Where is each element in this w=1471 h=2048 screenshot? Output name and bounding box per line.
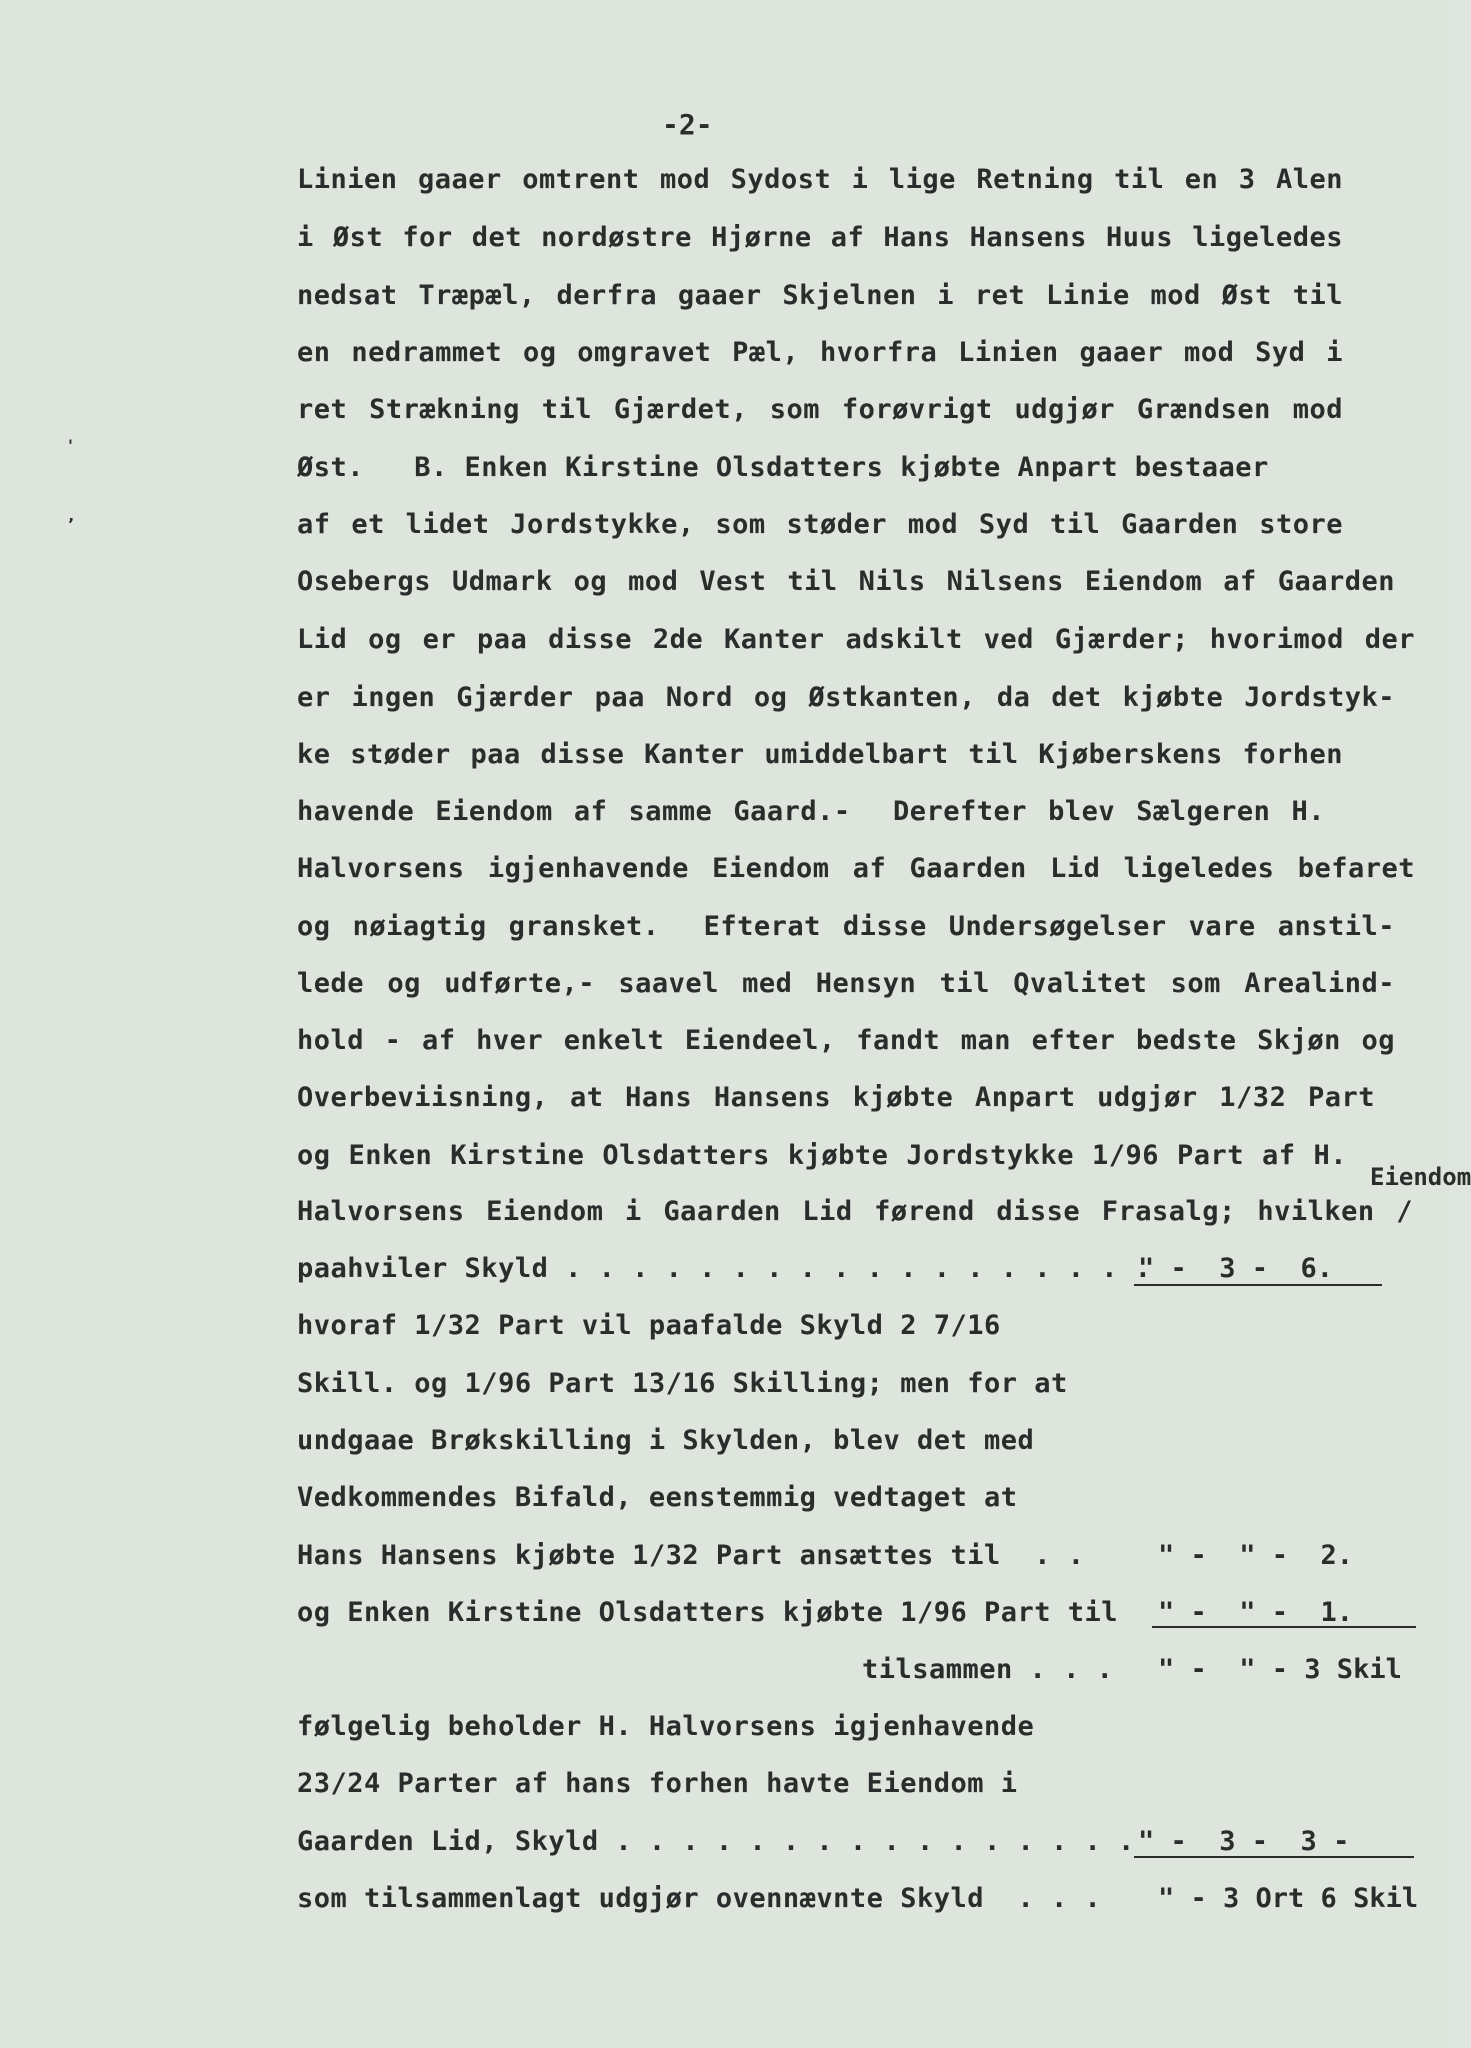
sum-underline [1134, 1856, 1414, 1858]
interlinear-insertion: Eiendom [1370, 1163, 1471, 1191]
text-line: i Øst for det nordøstre Hjørne af Hans Hansens Huus ligeledes [297, 222, 1343, 253]
text-line: Lid og er paa disse 2de Kanter adskilt ved Gjærder; hvorimod der [297, 624, 1415, 655]
sum-underline [1152, 1626, 1416, 1628]
margin-mark: ‚ [68, 506, 75, 525]
ledger-text: og Enken Kirstine Olsdatters kjøbte 1/96 Part til [297, 1597, 1119, 1628]
text-line: og nøiagtig gransket. Efterat disse Undersøgelser vare anstil- [297, 911, 1395, 942]
text-line: Overbeviisning, at Hans Hansens kjøbte Anpart udgjør 1/32 Part [297, 1082, 1375, 1113]
ledger-text: Hans Hansens kjøbte 1/32 Part ansættes til . . [297, 1540, 1085, 1571]
text-line: af et lidet Jordstykke, som støder mod Syd til Gaarden store [297, 509, 1343, 540]
ledger-text: hvoraf 1/32 Part vil paafalde Skyld 2 7/16 [297, 1310, 1001, 1341]
ledger-amount: " - 3 - 6. [1138, 1253, 1334, 1284]
text-line: nedsat Træpæl, derfra gaaer Skjelnen i ret Linie mod Øst til [297, 280, 1343, 311]
text-line: lede og udførte,- saavel med Hensyn til Qvalitet som Arealind- [297, 968, 1395, 999]
ledger-amount: " - " - 3 Skil [1158, 1654, 1402, 1685]
text-line: Linien gaaer omtrent mod Sydost i lige Retning til en 3 Alen [297, 164, 1343, 195]
page-number: -2- [662, 108, 713, 141]
text-line: er ingen Gjærder paa Nord og Østkanten, da det kjøbte Jordstyk- [297, 682, 1395, 713]
text-line: ret Strækning til Gjærdet, som forøvrigt udgjør Grændsen mod [297, 394, 1343, 425]
text-line: Halvorsens Eiendom i Gaarden Lid førend disse Frasalg; hvilken / [297, 1196, 1413, 1227]
ledger-text: som tilsammenlagt udgjør ovennævnte Skyld . . . [297, 1883, 1102, 1914]
ledger-amount: " - " - 1. [1158, 1597, 1354, 1628]
ledger-amount: " - " - 2. [1158, 1540, 1354, 1571]
margin-mark: ' [68, 436, 73, 455]
text-line: ke støder paa disse Kanter umiddelbart til Kjøberskens forhen [297, 739, 1343, 770]
text-line: og Enken Kirstine Olsdatters kjøbte Jordstykke 1/96 Part af H. [297, 1140, 1347, 1171]
ledger-text: tilsammen . . . [862, 1654, 1114, 1685]
ledger-text: Vedkommendes Bifald, eenstemmig vedtaget at [297, 1482, 1018, 1513]
text-line: en nedrammet og omgravet Pæl, hvorfra Linien gaaer mod Syd i [297, 337, 1343, 368]
text-line: Osebergs Udmark og mod Vest til Nils Nilsens Eiendom af Gaarden [297, 566, 1395, 597]
ledger-amount: " - 3 Ort 6 Skil [1158, 1883, 1419, 1914]
text-line: hold - af hver enkelt Eiendeel, fandt man efter bedste Skjøn og [297, 1025, 1395, 1056]
ledger-amount: " - 3 - 3 - [1138, 1826, 1350, 1857]
ledger-text: Gaarden Lid, Skyld . . . . . . . . . . . . . . . . [297, 1826, 1135, 1857]
text-line: Halvorsens igjenhavende Eiendom af Gaarden Lid ligeledes befaret [297, 853, 1415, 884]
ledger-text: undgaae Brøkskilling i Skylden, blev det med [297, 1425, 1035, 1456]
ledger-text: følgelig beholder H. Halvorsens igjenhavende [297, 1711, 1035, 1742]
ledger-text: 23/24 Parter af hans forhen havte Eiendom i [297, 1768, 1018, 1799]
sum-underline [1134, 1284, 1382, 1286]
text-line: Øst. B. Enken Kirstine Olsdatters kjøbte Anpart bestaaer [297, 452, 1269, 483]
ledger-text: paahviler Skyld . . . . . . . . . . . . . . . . . . [297, 1253, 1152, 1284]
text-line: havende Eiendom af samme Gaard.- Derefter blev Sælgeren H. [297, 796, 1325, 827]
ledger-text: Skill. og 1/96 Part 13/16 Skilling; men for at [297, 1368, 1068, 1399]
